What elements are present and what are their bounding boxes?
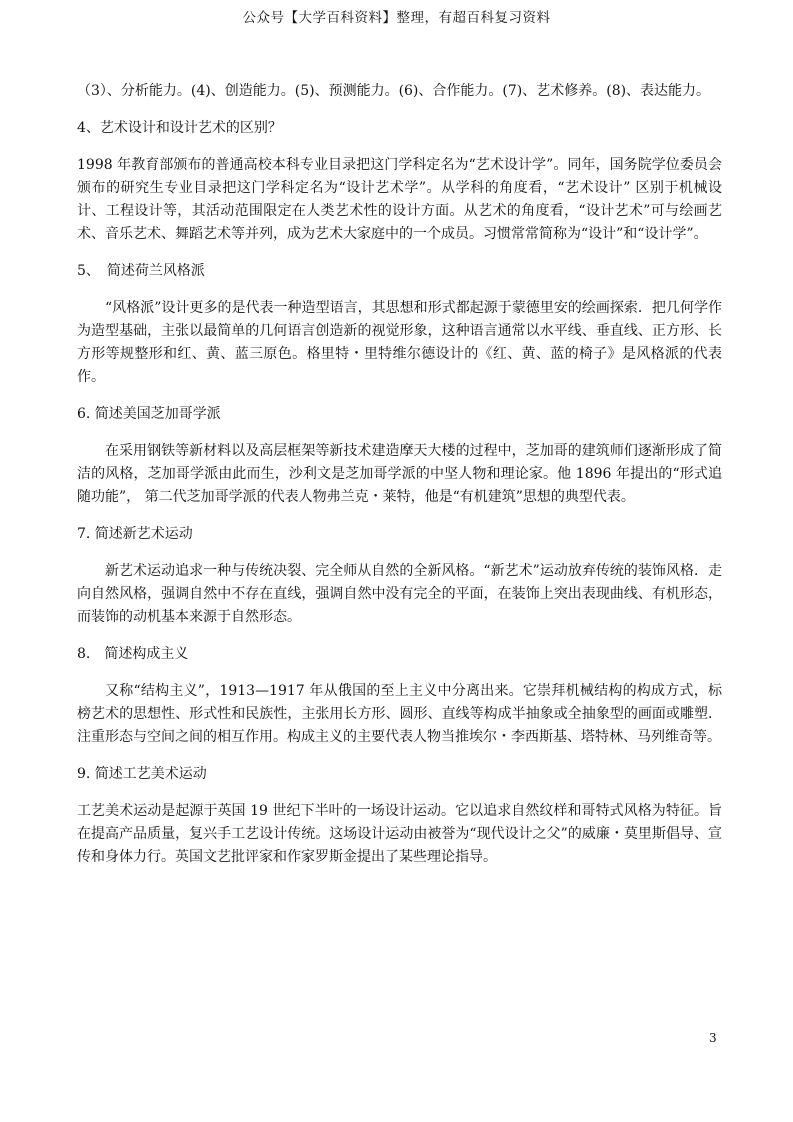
section-7-body: 新艺术运动追求一种与传统决裂、完全师从自然的全新风格。“新艺术”运动放弃传统的装饰风格．走向自然风格，强调自然中不存在直线，强调自然中没有完全的平面，在装饰上突出表现曲线、有机形态，而装饰的动机基本来源于自然形态。 xyxy=(77,563,722,625)
section-8-heading: 8. 简述构成主义 xyxy=(77,646,189,662)
section-8-body: 又称“结构主义”，1913—1917 年从俄国的至上主义中分离出来。它崇拜机械结构的构成方式，标榜艺术的思想性、形式性和民族性，主张用长方形、圆形、直线等构成半抽象或全抽象型的画面或雕塑．注重形态与空间之间的相互作用。构成主义的主要代表人物当推埃尔・李西斯基、塔特林、马列维奇等。 xyxy=(77,683,722,745)
section-5-body: “风格派”设计更多的是代表一种造型语言，其思想和形式都起源于蒙德里安的绘画探索．把几何学作为造型基础，主张以最简单的几何语言创造新的视觉形象，这种语言通常以水平线、垂直线、正方形、长方形等规整形和红、黄、蓝三原色。格里特・里特维尔德设计的《红、黄、蓝的椅子》是风格派的代表作。 xyxy=(77,300,722,385)
document-body xyxy=(77,80,722,869)
section-7-heading: 7. 简述新艺术运动 xyxy=(77,526,193,542)
section-6-heading: 6. 简述美国芝加哥学派 xyxy=(77,406,221,422)
section-9-heading: 9. 简述工艺美术运动 xyxy=(77,766,207,782)
section-4-heading: 4、艺术设计和设计艺术的区别？ xyxy=(77,120,282,136)
page-number: 3 xyxy=(709,1031,717,1045)
section-9-body: 工艺美术运动是起源于英国 19 世纪下半叶的一场设计运动。它以追求自然纹样和哥特式风格为特征。旨在提高产品质量，复兴手工艺设计传统。这场设计运动由被誉为“现代设计之父”的威廉・莫里斯倡导、宣传和身体力行。英国文艺批评家和作家罗斯金提出了某些理论指导。 xyxy=(77,803,722,865)
section-6-body: 在采用钢铁等新材料以及高层框架等新技术建造摩天大楼的过程中，芝加哥的建筑师们逐渐形成了简洁的风格，芝加哥学派由此而生，沙利文是芝加哥学派的中坚人物和理论家。他 1896 年提出的“形式追随功能”， 第二代芝加哥学派的代表人物弗兰克・莱特，他是“有机建筑”思想的典型代表。 xyxy=(77,443,722,505)
section-4-body: 1998 年教育部颁布的普通高校本科专业目录把这门学科定名为“艺术设计学”。同年，国务院学位委员会颁布的研究生专业目录把这门学科定名为“设计艺术学”。从学科的角度看，“艺术设计” 区别于机械设计、工程设计等，其活动范围限定在人类艺术性的设计方面。从艺术的角度看，“设计艺术”可与绘画艺术、音乐艺术、舞蹈艺术等并列，成为艺术大家庭中的一个成员。习惯常常简称为“设计”和“设计学”。 xyxy=(77,157,722,242)
intro-paragraph: （3）、分析能力。(4)、创造能力。(5)、预测能力。(6)、合作能力。(7)、艺术修养。(8)、表达能力。 xyxy=(77,83,711,99)
page-header: 公众号【大学百科资料】整理，有超百科复习资料 xyxy=(242,10,551,26)
section-5-heading: 5、 简述荷兰风格派 xyxy=(77,263,205,279)
